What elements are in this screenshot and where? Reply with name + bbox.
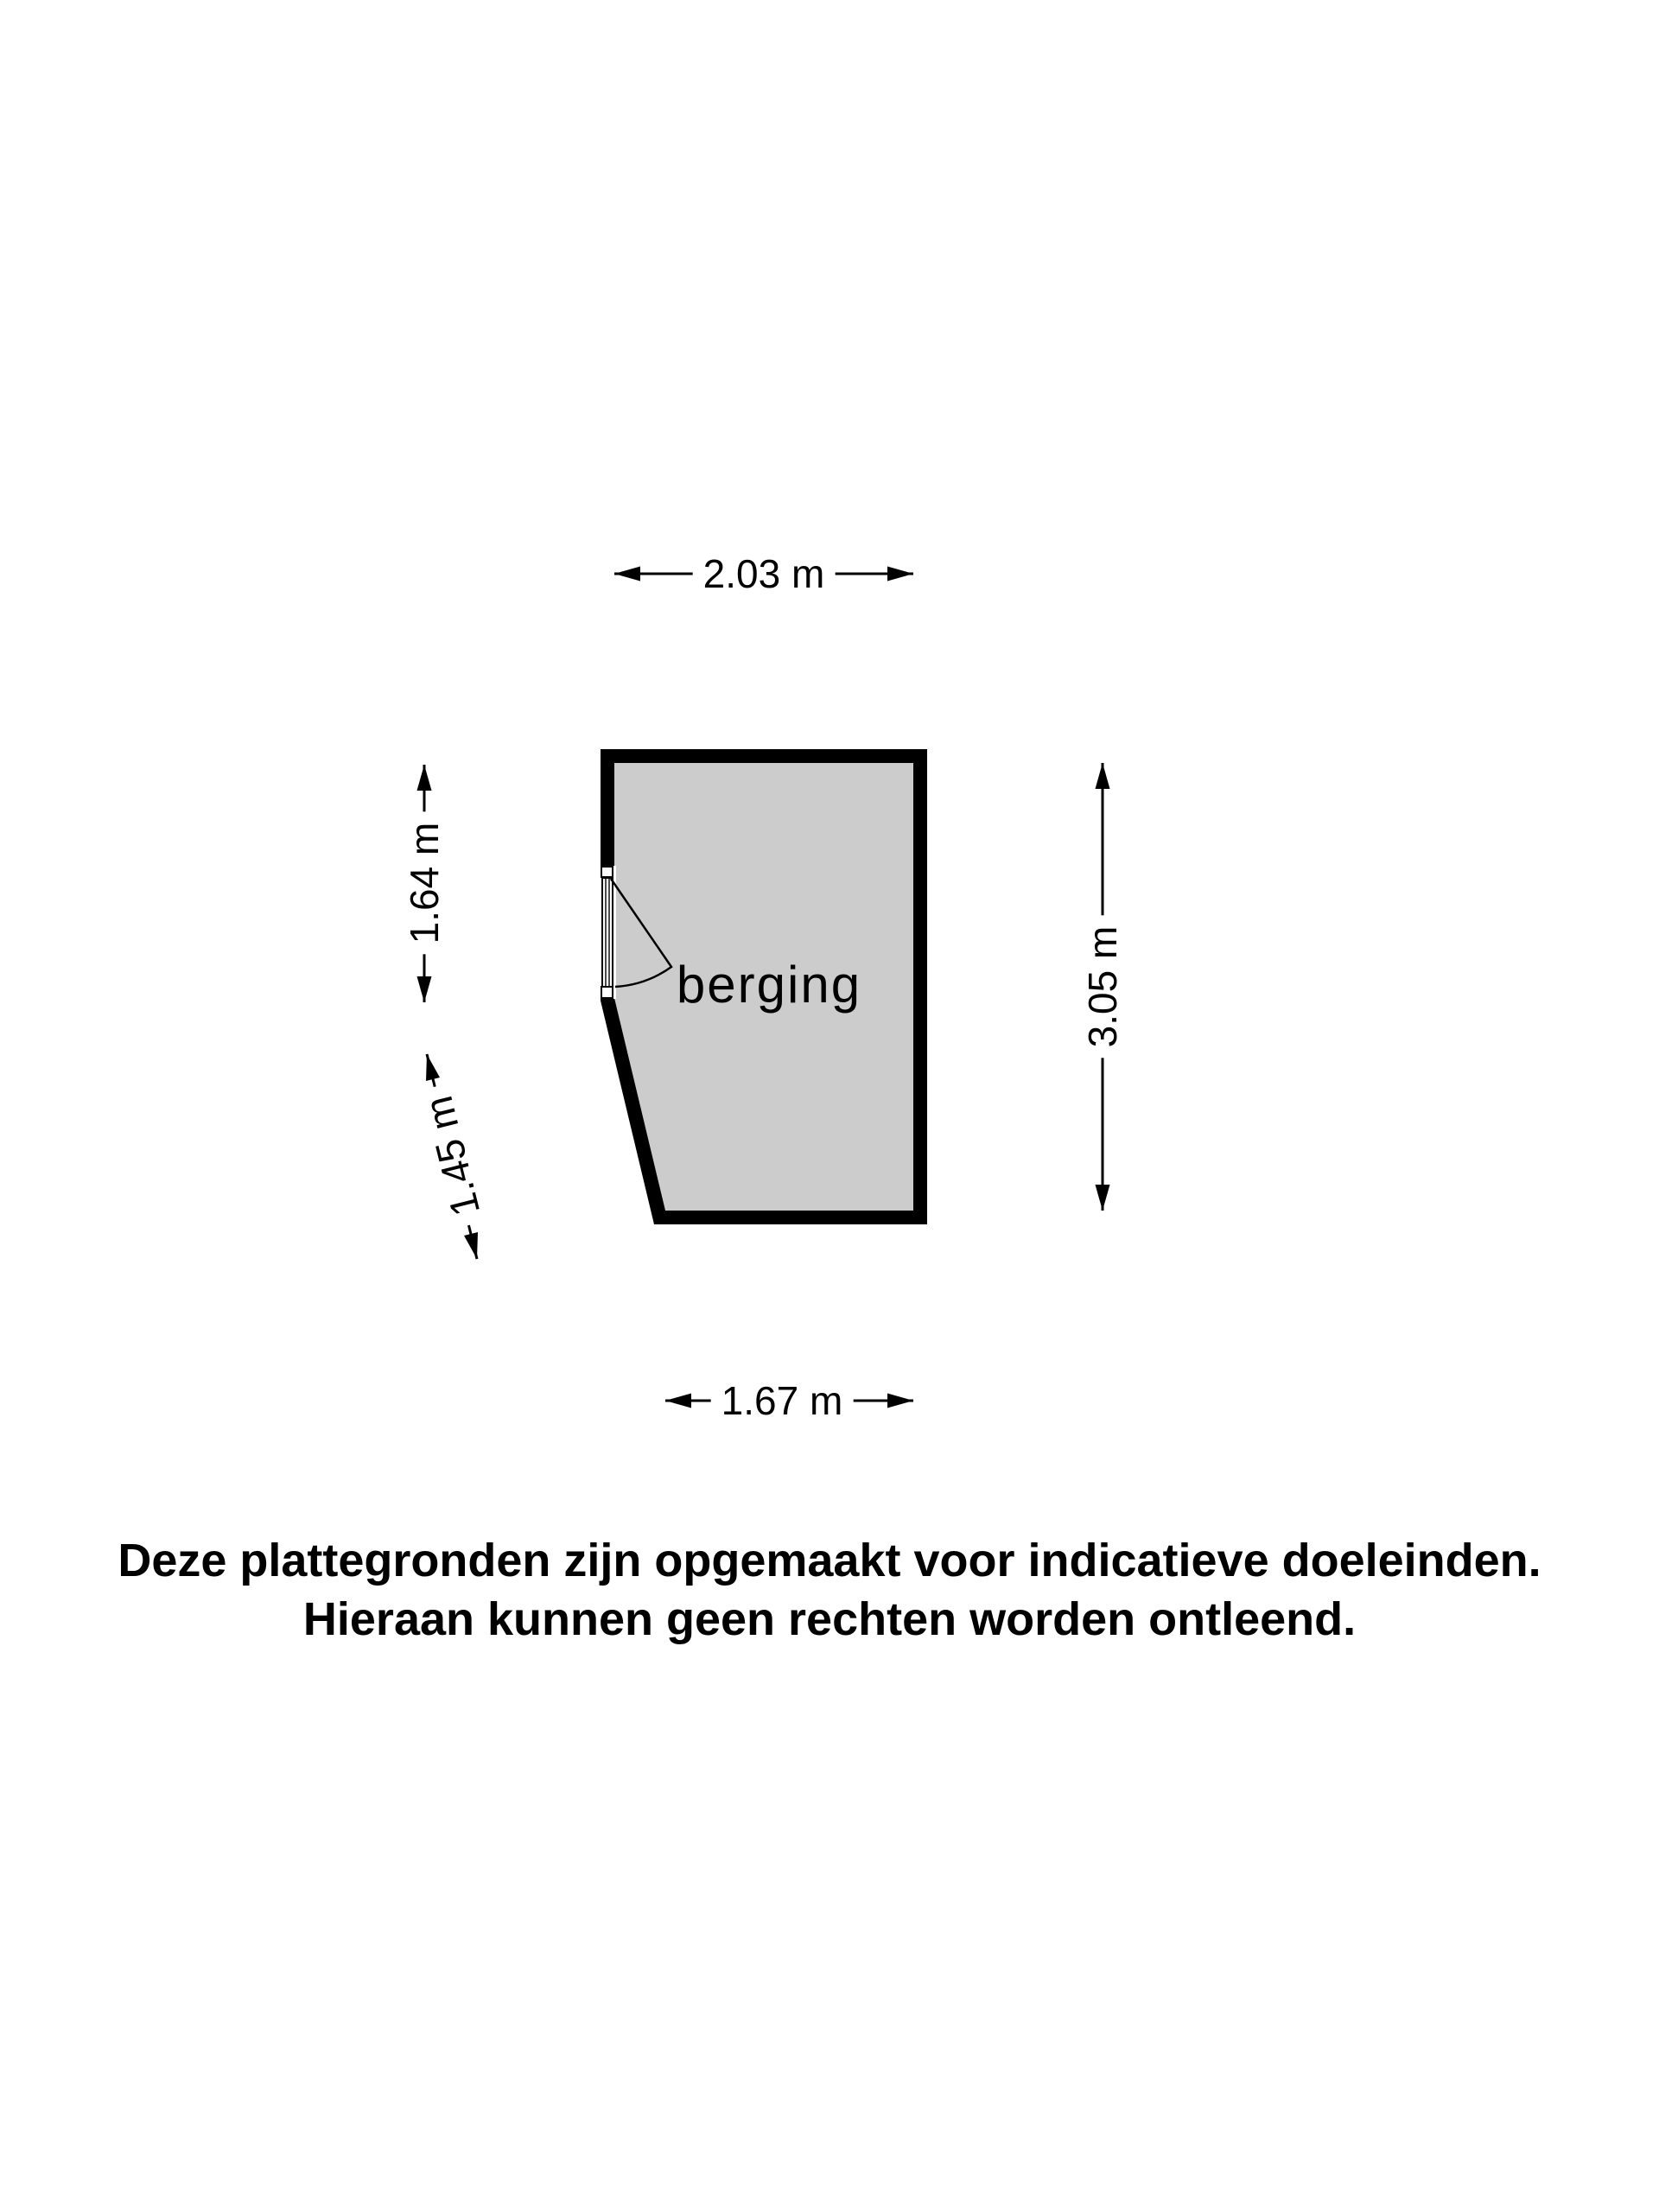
arrowhead-bottom-right — [887, 1394, 913, 1408]
arrowhead-left-down — [417, 976, 432, 1002]
arrowhead-right-up — [1096, 763, 1110, 789]
arrowhead-top-left — [614, 567, 640, 582]
dimension-label-right: 3.05 m — [1079, 916, 1126, 1058]
room-label: berging — [676, 956, 862, 1014]
arrowhead-left-up — [417, 765, 432, 791]
dimension-label-bottom: 1.67 m — [711, 1377, 854, 1424]
dimension-label-left-upper: 1.64 m — [401, 812, 448, 955]
dimension-label-left-lower: 1.45 m — [412, 1082, 492, 1231]
door-leaf — [602, 878, 613, 987]
disclaimer — [0, 1531, 1659, 1649]
door-jamb-top — [601, 867, 613, 877]
disclaimer-line-2: Hieraan kunnen geen rechten worden ontleend. — [302, 1593, 1357, 1645]
disclaimer-line-1: Deze plattegronden zijn opgemaakt voor indicatieve doeleinden. — [118, 1535, 1541, 1586]
dimension-label-top: 2.03 m — [693, 550, 836, 597]
arrowhead-right-down — [1096, 1185, 1110, 1211]
arrowhead-bottom-left — [665, 1394, 691, 1408]
arrowhead-diagonal-down — [464, 1232, 478, 1259]
door-jamb-bottom — [601, 987, 613, 998]
arrowhead-top-right — [887, 567, 913, 582]
arrowhead-diagonal-up — [426, 1054, 440, 1081]
